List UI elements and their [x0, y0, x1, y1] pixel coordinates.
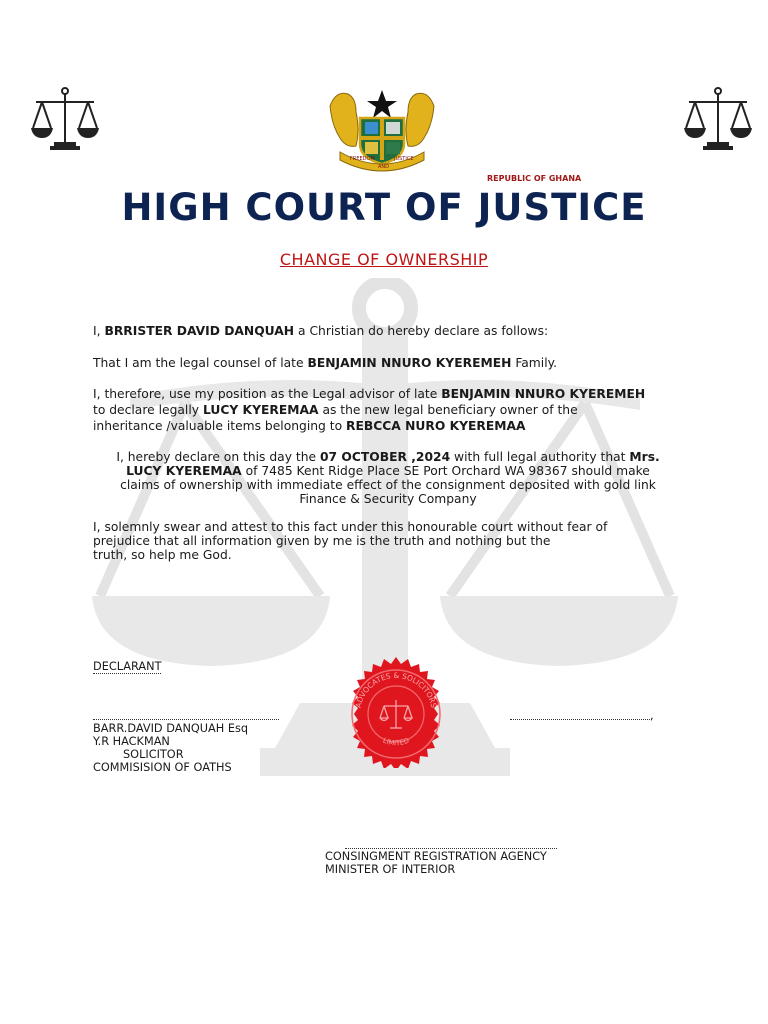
- signatory-role: SOLICITOR: [123, 748, 184, 761]
- republic-label: REPUBLIC OF GHANA: [487, 174, 582, 183]
- declarant-label: DECLARANT: [93, 660, 162, 673]
- left-signature-block: [93, 722, 248, 774]
- coat-motto-left: FREEDOM: [350, 156, 375, 162]
- ministry-name: MINISTER OF INTERIOR: [325, 863, 456, 876]
- right-signature-line: [510, 719, 650, 720]
- beneficiary-name: LUCY KYEREMAA: [202, 403, 319, 417]
- agency-name: CONSINGMENT REGISTRATION AGENCY: [325, 850, 547, 863]
- declaration-paragraph-1: I, BRRISTER DAVID DANQUAH a Christian do hereby declare as follows:: [93, 324, 549, 338]
- bottom-signature-line: [345, 848, 557, 849]
- scales-of-justice-right-icon: [683, 86, 753, 152]
- bottom-signature-block: [325, 850, 547, 876]
- coat-motto-right: JUSTICE: [394, 156, 414, 162]
- left-signature-line: [93, 719, 279, 720]
- signatory-name: BARR.DAVID DANQUAH Esq: [93, 722, 249, 735]
- declaration-date: 07 OCTOBER ,2024: [320, 450, 451, 464]
- ghana-coat-of-arms-icon: [326, 86, 438, 172]
- scales-of-justice-left-icon: [30, 86, 100, 152]
- signatory-secondary: Y.R HACKMAN: [93, 735, 170, 748]
- page-title: HIGH COURT OF JUSTICE: [121, 186, 647, 229]
- declaration-paragraph-4: I, hereby declare on this day the 07 OCTOBER ,2024 with full legal authority that Mrs. LUCY KYEREMAA of 7485 Kent Ridge Place SE Port Orchard WA 98367 should make claims of ownership with immediate effect of the consignment deposited with gold link Finance & Security Company: [116, 450, 660, 506]
- coat-motto-bottom: AND: [378, 164, 390, 170]
- seal-text-bottom: LIMITED: [381, 736, 411, 748]
- owner-name: REBCCA NURO KYEREMAA: [346, 419, 526, 433]
- red-seal-stamp-icon: [338, 656, 454, 768]
- declaration-paragraph-3: I, therefore, use my position as the Legal advisor of late BENJAMIN NNURO KYEREMEH to declare legally LUCY KYEREMAA as the new legal beneficiary owner of the inheritance /valuable items belonging to REBCCA NURO KYEREMAA: [93, 387, 646, 433]
- declarant-name: BRRISTER DAVID DANQUAH: [104, 324, 295, 338]
- right-signature-mark: ,: [650, 709, 654, 722]
- declaration-paragraph-2: That I am the legal counsel of late BENJAMIN NNURO KYEREMEH Family.: [93, 356, 558, 370]
- document-subtitle: CHANGE OF OWNERSHIP: [279, 250, 489, 269]
- signatory-office: COMMISISION OF OATHS: [93, 761, 232, 774]
- declaration-paragraph-5: I, solemnly swear and attest to this fact under this honourable court without fear of prejudice that all information given by me is the truth and nothing but the truth, so help me God.: [93, 520, 608, 562]
- deceased-name: BENJAMIN NNURO KYEREMEH: [307, 356, 512, 370]
- seal-text-top: ADVOCATES & SOLICITORS: [353, 670, 439, 709]
